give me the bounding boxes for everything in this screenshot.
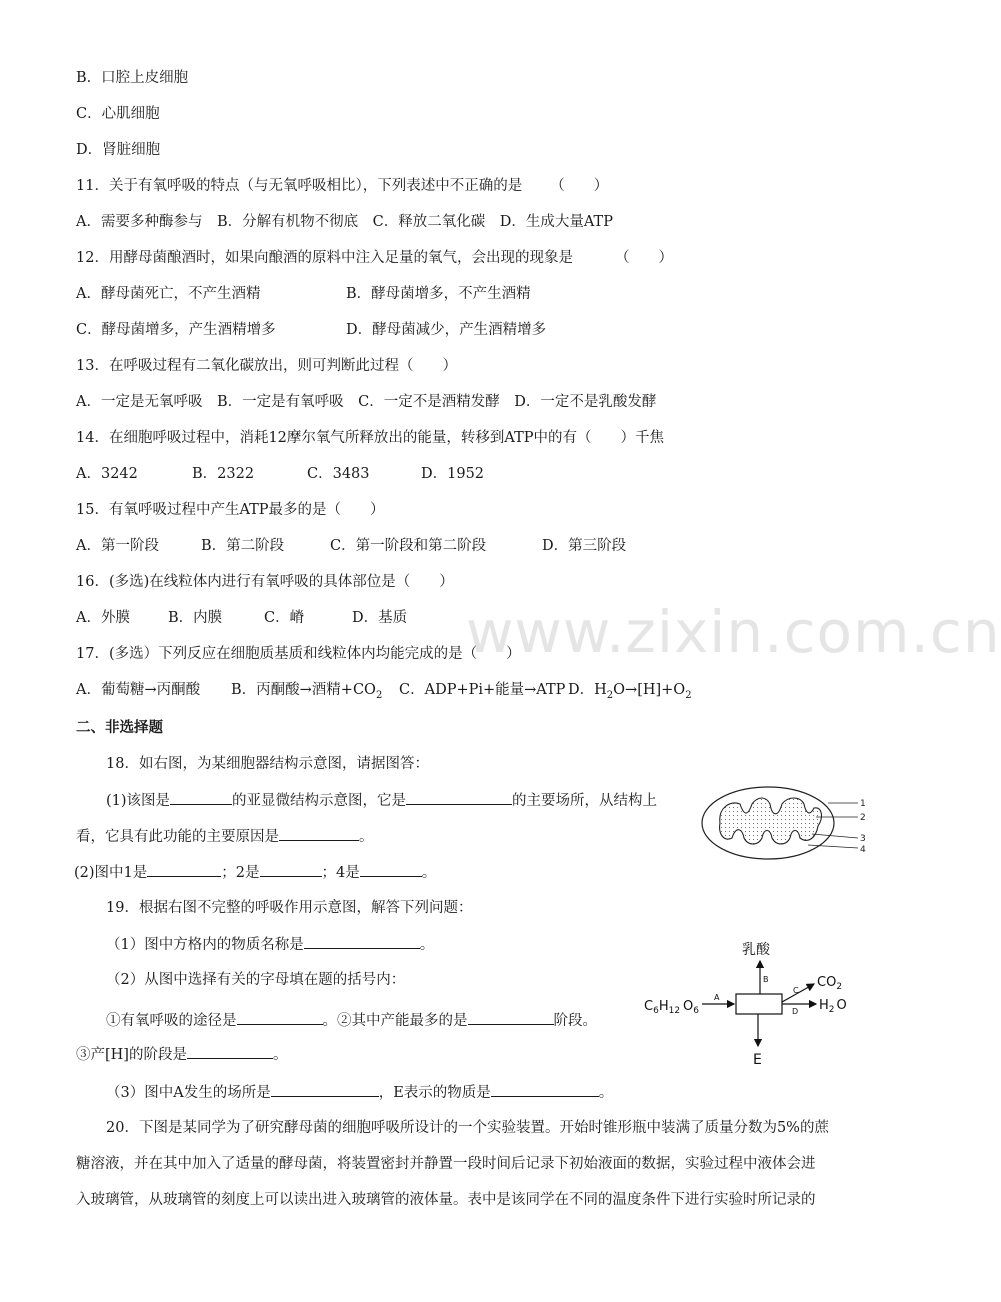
path-a-label: A <box>714 993 720 1002</box>
q17-b-sub: 2 <box>375 689 383 701</box>
q18-blank-reason[interactable] <box>279 826 359 841</box>
q17-d-text2: O→[H]+O <box>613 682 686 698</box>
mito-label-2: 2 <box>860 813 866 823</box>
q14-option-c: C．3483 <box>307 466 370 482</box>
q16-option-c: C．嵴 <box>264 610 305 626</box>
q15-stem: 15．有氧呼吸过程中产生ATP最多的是（ ） <box>76 502 385 518</box>
lactic-acid-label: 乳酸 <box>742 942 770 958</box>
q17-option-a: A．葡萄糖→丙酮酸 <box>76 682 201 698</box>
q17-b-text: B．丙酮酸→酒精+CO <box>231 682 376 698</box>
q11-stem <box>76 176 608 196</box>
q12-option-b: B．酵母菌增多，不产生酒精 <box>346 286 531 302</box>
q18-stem: 18．如右图，为某细胞器结构示意图，请据图答： <box>106 756 429 772</box>
q17-d-sub1: 2 <box>606 689 614 701</box>
q19-4-text-b: 。 <box>272 1047 288 1063</box>
q19-blank-site[interactable] <box>271 1082 379 1097</box>
q14-option-a: A．3242 <box>76 466 138 482</box>
q18-1-text-e: 。 <box>359 829 374 845</box>
q18-2-text-d: 。 <box>421 865 437 881</box>
path-d-label: D <box>792 1007 799 1016</box>
q18-blank-4[interactable] <box>360 862 422 877</box>
q19-3-text-c: 阶段。 <box>553 1013 597 1029</box>
q16-option-d: D．基质 <box>352 610 408 626</box>
q12-stem <box>76 248 673 268</box>
q19-part3 <box>106 1082 613 1103</box>
q18-1-text-a: (1)该图是 <box>106 793 171 809</box>
q18-blank-2[interactable] <box>260 862 322 877</box>
q15-option-c: C．第一阶段和第二阶段 <box>330 538 487 554</box>
q14-stem: 14．在细胞呼吸过程中，消耗12摩尔氧气所释放出的能量，转移到ATP中的有（ ）千焦 <box>76 430 665 446</box>
mito-label-3: 3 <box>860 834 866 844</box>
q18-part1-cont <box>76 826 374 847</box>
q10-option-c: C．心肌细胞 <box>76 106 160 122</box>
path-c-label: C <box>793 986 799 995</box>
path-b-label: B <box>763 975 769 984</box>
q13-options: A．一定是无氧呼吸 B．一定是有氧呼吸 C．一定不是酒精发酵 D．一定不是乳酸发酵 <box>76 394 657 410</box>
q19-part2: （2）从图中选择有关的字母填在题的括号内： <box>106 972 406 988</box>
q20-line-3: 入玻璃管，从玻璃管的刻度上可以读出进入玻璃管的液体量。表中是该同学在不同的温度条件下进行实验时所记录的 <box>76 1192 816 1208</box>
q19-blank-h[interactable] <box>187 1044 273 1059</box>
q19-part2-b <box>76 1044 287 1065</box>
q10-option-b: B．口腔上皮细胞 <box>76 70 189 86</box>
mito-label-4: 4 <box>860 845 866 855</box>
q19-blank-path[interactable] <box>237 1010 323 1025</box>
q11-options: A．需要多种酶参与 B．分解有机物不彻底 C．释放二氧化碳 D．生成大量ATP <box>76 214 613 230</box>
q19-3-text-b: 。②其中产能最多的是 <box>322 1013 468 1029</box>
q13-stem: 13．在呼吸过程有二氧化碳放出，则可判断此过程（ ） <box>76 358 457 374</box>
q19-5-text-b: ，E表示的物质是 <box>378 1085 491 1101</box>
q12-text: 12．用酵母菌酿酒时，如果向酿酒的原料中注入足量的氧气，会出现的现象是 <box>76 250 573 266</box>
q17-option-d <box>568 680 692 706</box>
section-heading: 二、非选择题 <box>76 720 163 736</box>
q17-option-b <box>231 680 382 706</box>
q12-paren: （ ） <box>614 250 673 266</box>
q12-option-c: C．酵母菌增多，产生酒精增多 <box>76 322 276 338</box>
q19-blank-e[interactable] <box>491 1082 599 1097</box>
q11-paren: （ ） <box>550 178 609 194</box>
q19-part1 <box>106 934 434 955</box>
q12-option-d: D．酵母菌减少，产生酒精增多 <box>346 322 547 338</box>
q17-d-sub2: 2 <box>685 689 692 701</box>
q15-option-a: A．第一阶段 <box>76 538 159 554</box>
q19-3-text-a: ①有氧呼吸的途径是 <box>106 1013 237 1029</box>
q17-stem: 17．(多选）下列反应在细胞质基质和线粒体内均能完成的是（ ） <box>76 646 521 662</box>
q17-d-text1: D．H <box>568 682 607 698</box>
respiration-diagram <box>640 936 860 1072</box>
q15-option-b: B．第二阶段 <box>201 538 285 554</box>
q19-part2-a <box>106 1010 597 1031</box>
q19-4-text-a: ③产[H]的阶段是 <box>76 1047 187 1063</box>
q18-2-text-b: ；2是 <box>221 865 260 881</box>
q19-1-text-b: 。 <box>419 937 435 953</box>
q18-part2 <box>74 862 436 883</box>
q18-1-text-d: 看，它具有此功能的主要原因是 <box>76 829 279 845</box>
watermark: www.zixin.com.cn <box>466 598 1001 666</box>
mitochondrion-diagram <box>700 782 880 864</box>
q11-text: 11．关于有氧呼吸的特点（与无氧呼吸相比），下列表述中不正确的是 <box>76 178 523 194</box>
q16-option-b: B．内膜 <box>168 610 223 626</box>
q19-blank-substance[interactable] <box>304 934 420 949</box>
q18-blank-organelle[interactable] <box>170 790 232 805</box>
q18-blank-1[interactable] <box>147 862 221 877</box>
water-label: $H_2$ O <box>819 998 847 1015</box>
q18-2-text-a: (2)图中1是 <box>74 865 148 881</box>
q16-stem: 16．(多选)在线粒体内进行有氧呼吸的具体部位是（ ） <box>76 574 454 590</box>
unknown-substance-box <box>736 994 782 1014</box>
q17-option-c: C．ADP+Pi+能量→ATP <box>399 682 566 698</box>
co2-label: $CO_2$ <box>817 975 843 992</box>
q18-2-text-c: ；4是 <box>321 865 360 881</box>
q20-line-2: 糖溶液，并在其中加入了适量的酵母菌，将装置密封并静置一段时间后记录下初始液面的数据，实验过程中液体会进 <box>76 1156 816 1172</box>
q19-1-text-a: （1）图中方格内的物质名称是 <box>106 937 304 953</box>
q12-option-a: A．酵母菌死亡，不产生酒精 <box>76 286 261 302</box>
q19-5-text-a: （3）图中A发生的场所是 <box>106 1085 271 1101</box>
q14-option-d: D．1952 <box>421 466 485 482</box>
q15-option-d: D．第三阶段 <box>542 538 627 554</box>
glucose-label: $C_6H_{12}$ $O_6$ <box>644 999 700 1016</box>
q18-blank-site[interactable] <box>406 790 512 805</box>
q19-blank-energy[interactable] <box>468 1010 554 1025</box>
q18-1-text-b: 的亚显微结构示意图，它是 <box>232 793 407 809</box>
mito-label-1: 1 <box>860 799 866 809</box>
path-e-label: E <box>753 1052 762 1068</box>
q20-line-1: 20．下图是某同学为了研究酵母菌的细胞呼吸所设计的一个实验装置。开始时锥形瓶中装满了质量分数为5%的蔗 <box>106 1120 829 1136</box>
q18-1-text-c: 的主要场所，从结构上 <box>512 793 658 809</box>
q19-5-text-c: 。 <box>598 1085 614 1101</box>
q10-option-d: D．肾脏细胞 <box>76 142 161 158</box>
q19-stem: 19．根据右图不完整的呼吸作用示意图，解答下列问题： <box>106 900 473 916</box>
q18-part1 <box>106 790 657 811</box>
q16-option-a: A．外膜 <box>76 610 130 626</box>
q14-option-b: B．2322 <box>192 466 255 482</box>
